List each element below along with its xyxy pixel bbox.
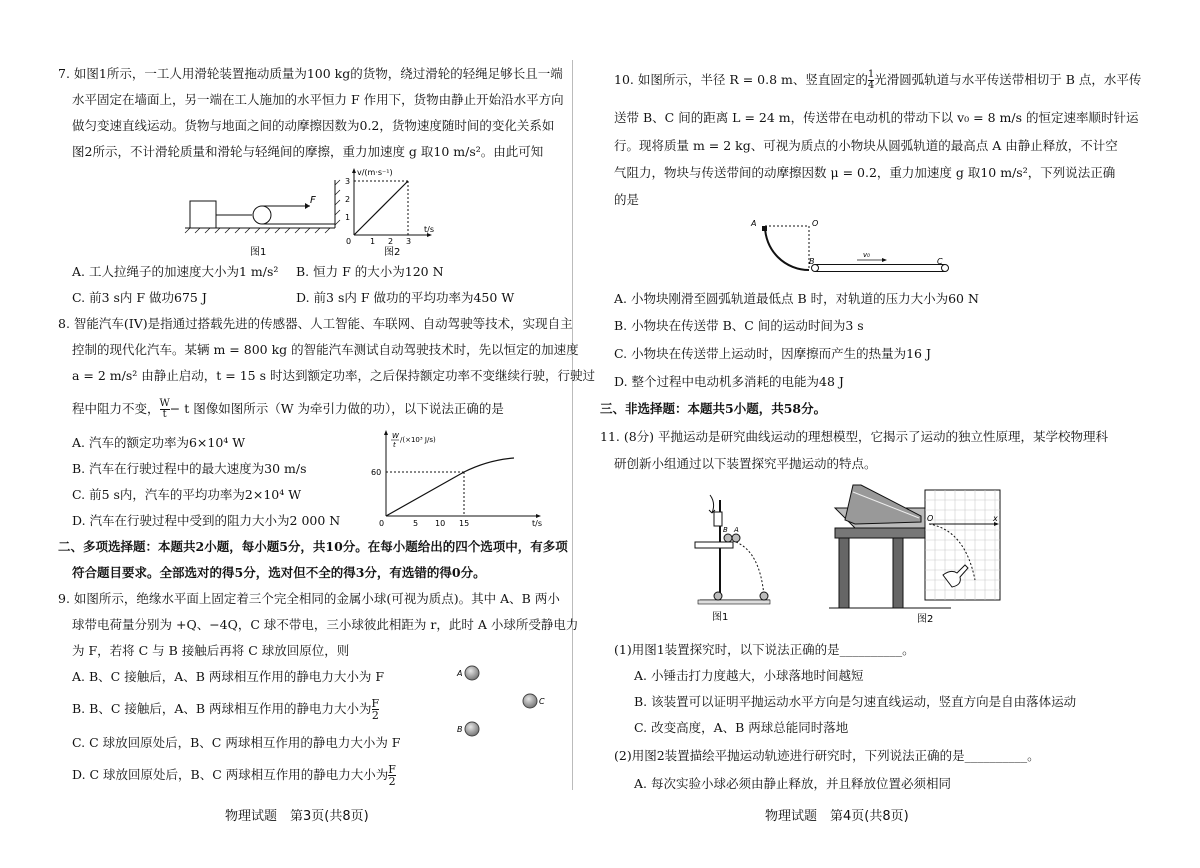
q8-option-d: D. 汽车在行驶过程中受到的阻力大小为2 000 N <box>72 513 341 528</box>
svg-text:W: W <box>392 432 399 440</box>
svg-text:B: B <box>809 257 815 266</box>
q8-line-4: 程中阻力不变， $\frac{W}{t}$ − t 图像如图所示（W 为牵引力做的功），以下说法正确的是 <box>72 398 504 420</box>
svg-text:C: C <box>937 257 943 266</box>
q7-fig2-caption: 图2 <box>384 247 401 257</box>
q9-option-a: A. B、C 接触后，A、B 两球相互作用的静电力大小为 F <box>72 669 385 684</box>
svg-text:v/(m·s⁻¹): v/(m·s⁻¹) <box>357 168 393 177</box>
q10-line-1: 10. 如图所示，半径 R = 0.8 m、竖直固定的 $\frac{1}{4}$ 光滑圆弧轨道与水平传送带相切于 B 点，水平传 <box>614 69 1142 91</box>
svg-text:t/s: t/s <box>424 225 434 234</box>
q7-figure <box>180 165 440 257</box>
ball-b <box>465 722 479 736</box>
q9-figure <box>455 660 555 745</box>
svg-text:v₀: v₀ <box>863 251 870 259</box>
q7-option-b: B. 恒力 F 的大小为120 N <box>296 264 444 279</box>
q8-line-2: 控制的现代化汽车。某辆 m = 800 kg 的智能汽车测试自动驾驶技术时，先以恒定的加速度 <box>72 342 579 357</box>
svg-text:t/s: t/s <box>532 519 542 528</box>
q7-line-4: 图2所示，不计滑轮质量和滑轮与轻绳间的摩擦，重力加速度 g 取10 m/s²。由此可知 <box>72 144 544 159</box>
q7-line-2: 水平固定在墙面上，另一端在工人施加的水平恒力 F 作用下，货物由静止开始沿水平方向 <box>72 92 564 107</box>
svg-text:/(×10³ J/s): /(×10³ J/s) <box>400 436 436 444</box>
q8-option-a: A. 汽车的额定功率为6×10⁴ W <box>72 435 246 450</box>
svg-text:B: B <box>723 526 728 534</box>
q11-figure-1 <box>690 490 785 625</box>
svg-text:C: C <box>539 697 545 706</box>
q10-option-b: B. 小物块在传送带 B、C 间的运动时间为3 s <box>614 318 864 333</box>
q7-option-d: D. 前3 s内 F 做功的平均功率为450 W <box>296 290 515 305</box>
q11-fig1-caption: 图1 <box>712 612 729 623</box>
q9-option-d: D. C 球放回原处后，B、C 两球相互作用的静电力大小为 $\frac{F}{2}$ <box>72 763 396 788</box>
small-block <box>762 226 767 231</box>
svg-text:0: 0 <box>379 519 385 528</box>
q8-line-1: 8. 智能汽车(IV)是指通过搭载先进的传感器、人工智能、车联网、自动驾驶等技术，实现自主 <box>58 316 573 331</box>
q10-line-4: 气阻力，物块与传送带间的动摩擦因数 μ = 0.2，重力加速度 g 取10 m/s²，下列说法正确 <box>614 165 1116 180</box>
column-divider <box>572 60 573 790</box>
q7-option-c: C. 前3 s内 F 做功675 J <box>72 290 207 305</box>
ball-a <box>465 666 479 680</box>
pulley <box>253 206 271 224</box>
svg-text:2: 2 <box>388 237 394 246</box>
vt-graph <box>345 168 434 246</box>
q8-line-3: a = 2 m/s² 由静止启动，t = 15 s 时达到额定功率，之后保持额定功率不变继续行驶，行驶过 <box>72 368 595 383</box>
svg-text:1: 1 <box>345 213 351 222</box>
q11-line-1: 11. (8分) 平抛运动是研究曲线运动的理想模型，它揭示了运动的独立性原理，某学校物理科 <box>600 429 1109 444</box>
svg-text:1: 1 <box>370 237 376 246</box>
page-3-footer: 物理试题 第3页(共8页) <box>225 809 369 824</box>
page-4-footer: 物理试题 第4页(共8页) <box>765 809 909 824</box>
q10-line-2: 送带 B、C 间的距离 L = 24 m，传送带在电动机的带动下以 v₀ = 8 m/s 的恒定速率顺时针运 <box>614 110 1139 125</box>
svg-text:60: 60 <box>371 468 382 477</box>
ball-a-fig <box>732 534 740 542</box>
svg-text:0: 0 <box>346 237 352 246</box>
q9-line-3: 为 F，若将 C 与 B 接触后再将 C 球放回原位，则 <box>72 643 350 658</box>
q11-line-2: 研创新小组通过以下装置探究平抛运动的特点。 <box>614 456 877 471</box>
svg-text:B: B <box>457 725 463 734</box>
q9-option-c: C. C 球放回原处后，B、C 两球相互作用的静电力大小为 F <box>72 735 401 750</box>
svg-text:5: 5 <box>413 519 419 528</box>
svg-text:O: O <box>812 219 819 228</box>
svg-text:A: A <box>751 219 757 228</box>
svg-text:15: 15 <box>459 519 470 528</box>
q11-part-1-option-c: C. 改变高度，A、B 两球总能同时落地 <box>634 720 849 735</box>
q10-figure <box>745 212 955 280</box>
q10-option-d: D. 整个过程中电动机多消耗的电能为48 J <box>614 374 844 389</box>
q9-option-b: B. B、C 接触后，A、B 两球相互作用的静电力大小为 $\frac{F}{2}$ <box>72 697 380 722</box>
q8-option-c: C. 前5 s内，汽车的平均功率为2×10⁴ W <box>72 487 302 502</box>
q8-graph <box>368 428 548 533</box>
cargo-block <box>190 201 216 228</box>
svg-text:t: t <box>393 441 396 449</box>
q9-line-1: 9. 如图所示，绝缘水平面上固定着三个完全相同的金属小球(可视为质点)。其中 A、B 两小 <box>58 591 560 606</box>
svg-text:O: O <box>927 514 934 523</box>
svg-text:2: 2 <box>345 195 351 204</box>
q11-fig2-caption: 图2 <box>917 614 934 625</box>
force-label: F <box>310 195 316 206</box>
conveyor-belt <box>812 265 949 272</box>
q7-line-3: 做匀变速直线运动。货物与地面之间的动摩擦因数为0.2，货物速度随时间的变化关系如 <box>72 118 555 133</box>
q10-option-a: A. 小物块刚滑至圆弧轨道最低点 B 时，对轨道的压力大小为60 N <box>614 291 979 306</box>
q11-part-1-option-b: B. 该装置可以证明平抛运动水平方向是匀速直线运动，竖直方向是自由落体运动 <box>634 694 1077 709</box>
section-2-heading-cont: 符合题目要求。全部选对的得5分，选对但不全的得3分，有选错的得0分。 <box>72 565 486 580</box>
q10-line-3: 行。现将质量 m = 2 kg、可视为质点的小物块从圆弧轨道的最高点 A 由静止释放，不计空 <box>614 138 1118 153</box>
q10-line-5: 的是 <box>614 192 640 207</box>
svg-text:x: x <box>993 514 998 523</box>
svg-text:10: 10 <box>435 519 446 528</box>
svg-text:A: A <box>457 669 463 678</box>
q10-option-c: C. 小物块在传送带上运动时，因摩擦而产生的热量为16 J <box>614 346 931 361</box>
section-2-heading: 二、多项选择题：本题共2小题，每小题5分，共10分。在每小题给出的四个选项中，有多项 <box>58 539 568 554</box>
q11-part-2: (2)用图2装置描绘平抛运动轨迹进行研究时，下列说法正确的是__________。 <box>614 748 1040 763</box>
section-3-heading: 三、非选择题：本题共5小题，共58分。 <box>600 401 827 416</box>
q11-figure-2 <box>825 480 1005 625</box>
svg-text:A: A <box>734 526 739 534</box>
q7-fig1-caption: 图1 <box>250 247 267 257</box>
q7-line-1: 7. 如图1所示，一工人用滑轮装置拖动质量为100 kg的货物，绕过滑轮的轻绳足够长且一端 <box>58 66 563 81</box>
q11-part-2-option-a: A. 每次实验小球必须由静止释放，并且释放位置必须相同 <box>634 776 951 791</box>
q11-part-1-option-a: A. 小锤击打力度越大，小球落地时间越短 <box>634 668 864 683</box>
ball-c <box>523 694 537 708</box>
ball-b-fig <box>724 534 732 542</box>
q9-line-2: 球带电荷量分别为 +Q、−4Q，C 球不带电，三小球彼此相距为 r，此时 A 小球所受静电力 <box>72 617 579 632</box>
svg-text:3: 3 <box>406 237 412 246</box>
q11-part-1: (1)用图1装置探究时，以下说法正确的是__________。 <box>614 642 915 657</box>
q8-option-b: B. 汽车在行驶过程中的最大速度为30 m/s <box>72 461 307 476</box>
q7-option-a: A. 工人拉绳子的加速度大小为1 m/s² <box>72 264 279 279</box>
svg-text:3: 3 <box>345 177 351 186</box>
